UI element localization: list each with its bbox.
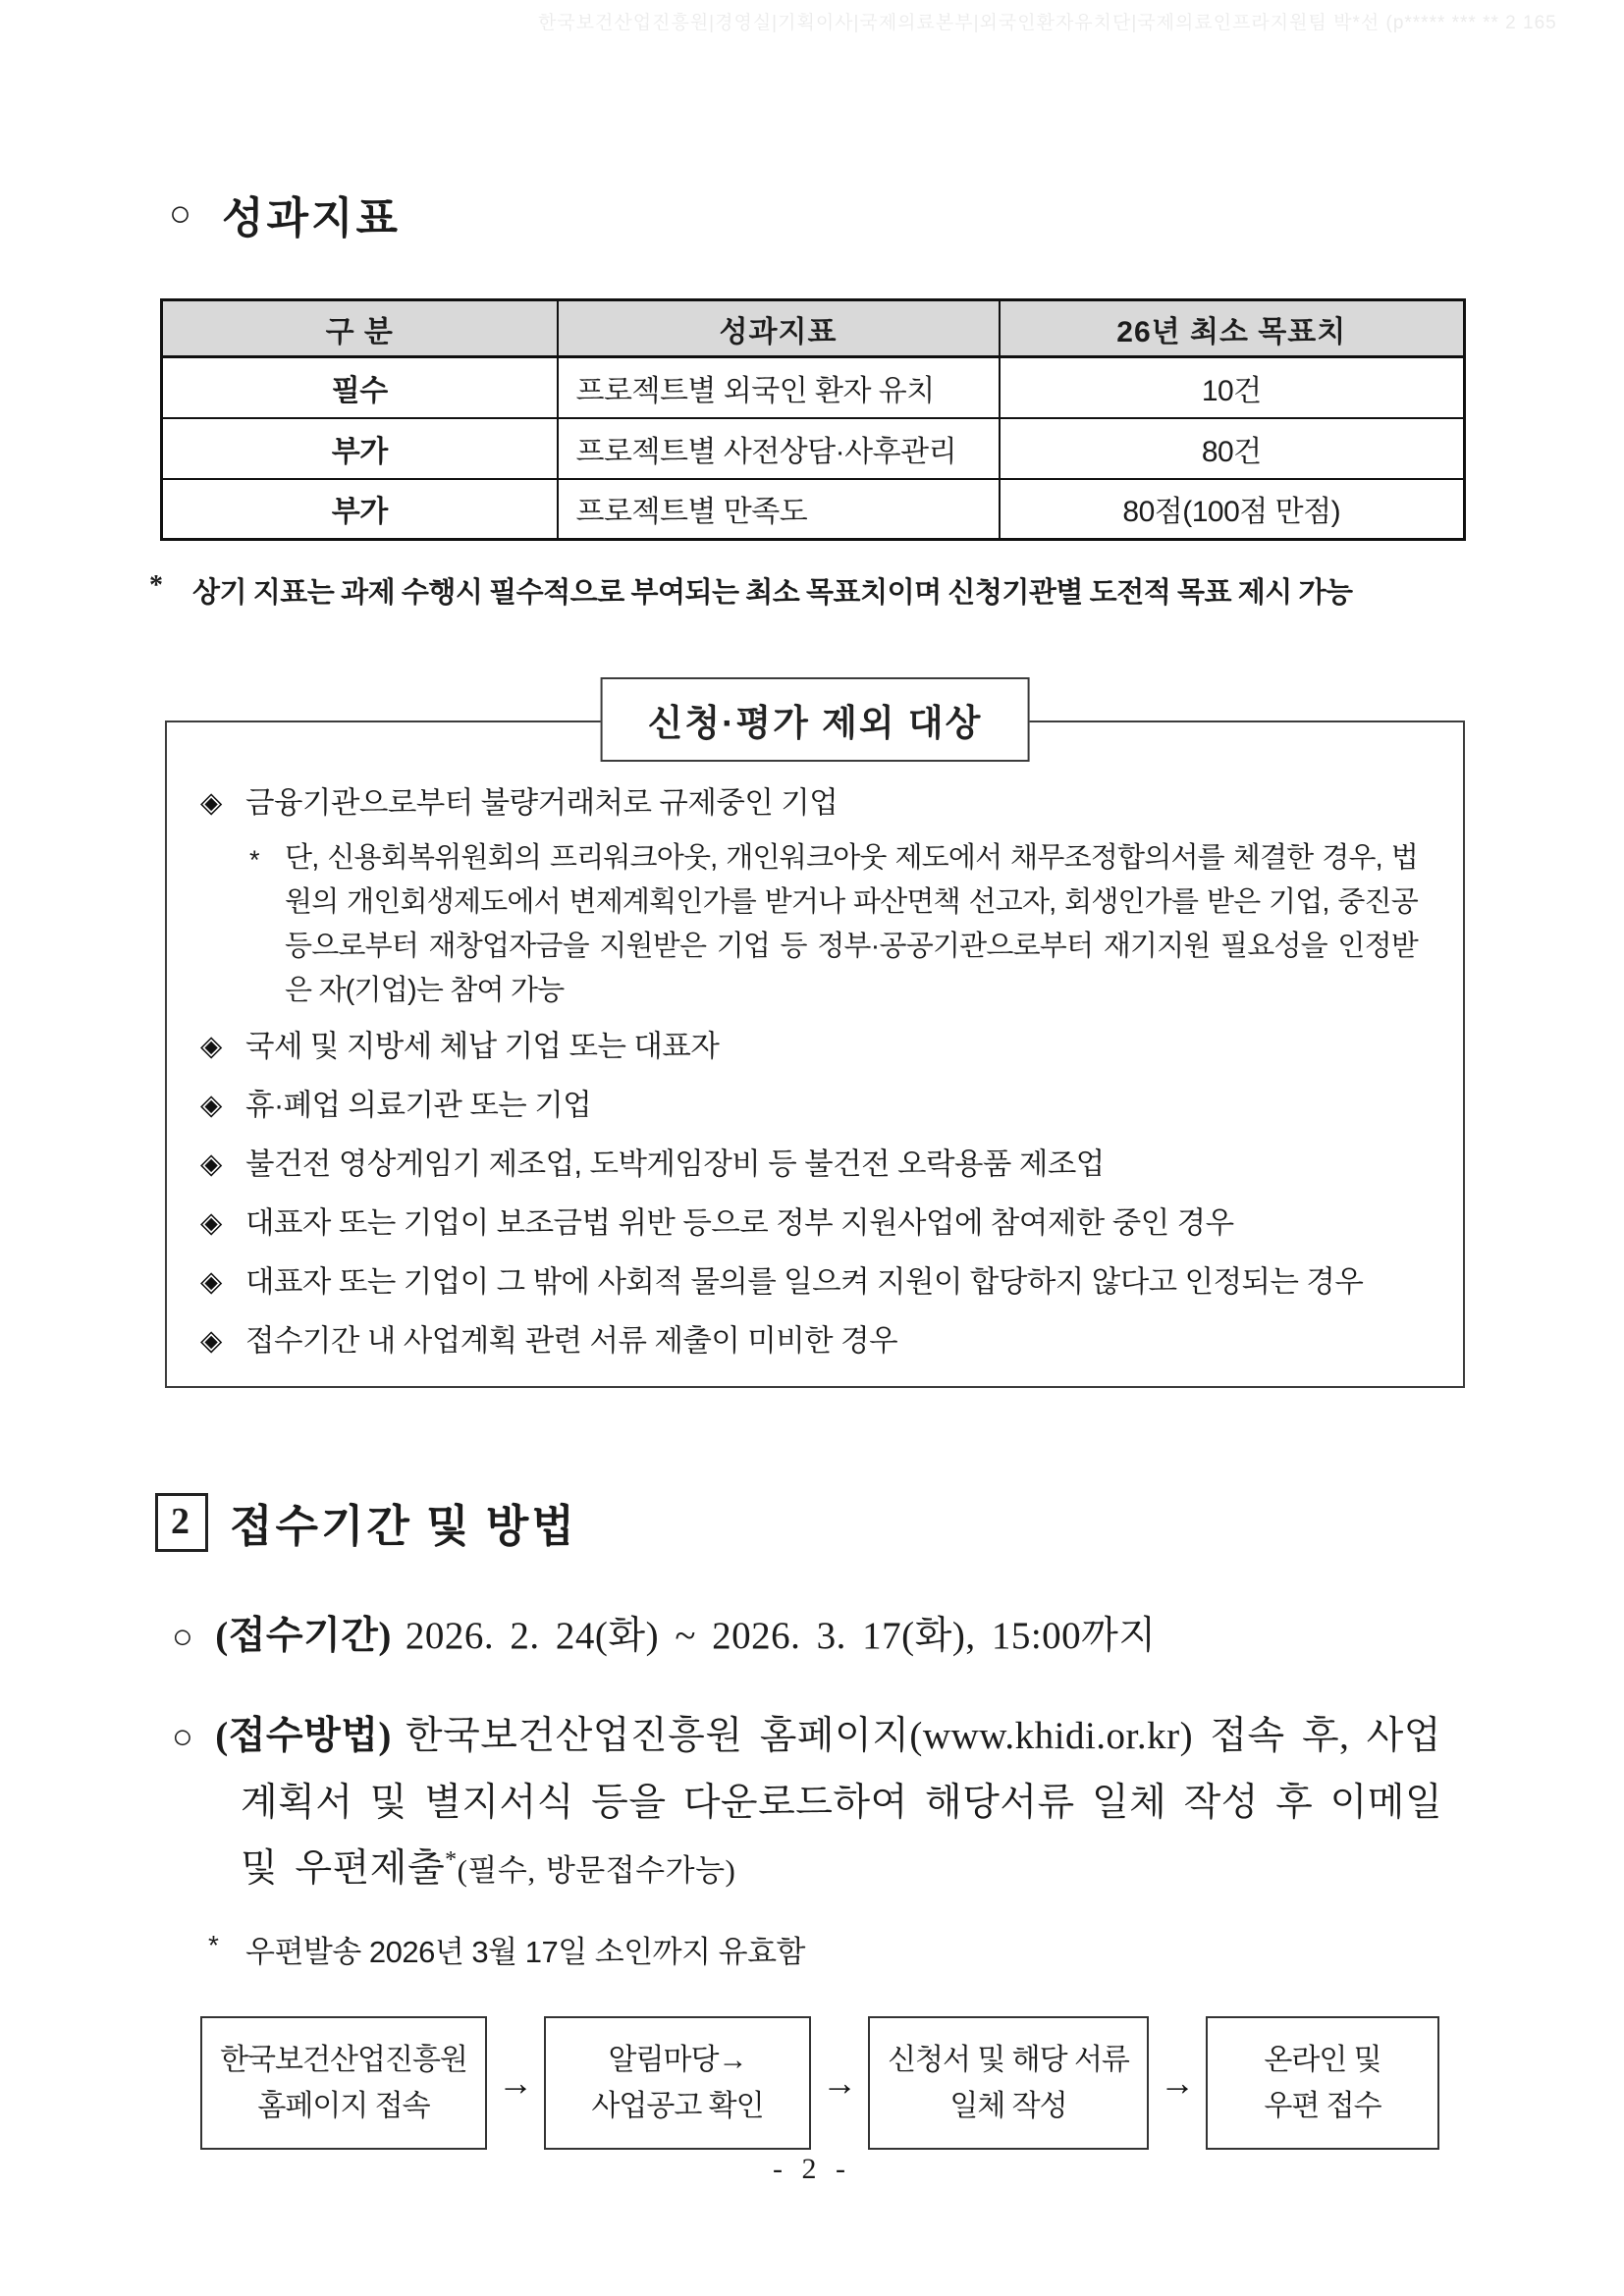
asterisk-marker: *	[149, 570, 163, 601]
section2-number-box: 2	[155, 1493, 208, 1552]
exclusion-item-text: 접수기간 내 사업계획 관련 서류 제출이 미비한 경우	[245, 1324, 898, 1358]
right-arrow-icon: →	[1160, 2062, 1195, 2103]
diamond-bullet-icon: ◈	[200, 787, 222, 819]
method-paren-text: (필수, 방문접수가능)	[457, 1853, 736, 1888]
flow-step-notice	[544, 2016, 811, 2150]
exclusion-item-text: 국세 및 지방세 체납 기업 또는 대표자	[245, 1030, 720, 1063]
flow-step-line: 신청서 및 해당 서류	[888, 2044, 1129, 2076]
table-row	[162, 479, 1465, 540]
diamond-bullet-icon: ◈	[200, 1148, 222, 1180]
flow-step-documents	[868, 2016, 1149, 2150]
exclusion-item	[200, 1262, 1434, 1302]
method-line1: 한국보건산업진흥원 홈페이지(www.khidi.or.kr) 접속 후, 사업	[405, 1715, 1441, 1757]
cell-indicator: 프로젝트별 만족도	[558, 479, 1000, 540]
header-watermark: 한국보건산업진흥원|경영실|기획이사|국제의료본부|외국인환자유치단|국제의료인프라지원팀 박*선 (p***** *** ** 2 165	[538, 13, 1557, 33]
header-category: 구 분	[162, 300, 558, 357]
table-note	[149, 570, 1485, 611]
flow-step-line: 사업공고 확인	[591, 2090, 764, 2122]
cell-target: 80점(100점 만점)	[1000, 479, 1465, 540]
flow-step-line: 알림마당→	[608, 2044, 747, 2076]
table-note-text: 상기 지표는 과제 수행시 필수적으로 부여되는 최소 목표치이며 신청기관별 도전적 목표 제시 가능	[192, 577, 1353, 609]
page-number: - 2 -	[773, 2153, 851, 2185]
section1-title: 성과지표	[221, 194, 401, 242]
cell-indicator: 프로젝트별 사전상담·사후관리	[558, 418, 1000, 479]
diamond-bullet-icon: ◈	[200, 1207, 222, 1239]
footnote-asterisk: *	[445, 1847, 458, 1873]
period-text: 2026. 2. 24(화) ~ 2026. 3. 17(화), 15:00까지	[405, 1615, 1157, 1657]
flow-step-line: 한국보건산업진흥원	[220, 2044, 467, 2076]
exclusion-item	[200, 1203, 1434, 1243]
right-arrow-icon: →	[822, 2062, 857, 2103]
application-period-line	[172, 1605, 1624, 1660]
exclusion-subnote-text: 단, 신용회복위원회의 프리워크아웃, 개인워크아웃 제도에서 채무조정합의서를 체결한 경우, 법원의 개인회생제도에서 변제계획인가를 받거나 파산면책 선고자, 회생인가를 받은 기업, 중진공 등으로부터 재창업자금을 지원받은 기업 등 정부·공공기관으로부터 재기지원 필요성을 인정받은 자(기업)는 참여 가능	[285, 842, 1418, 1006]
asterisk-marker: *	[249, 845, 259, 875]
exclusion-box	[165, 703, 1465, 1388]
flow-step-line: 온라인 및	[1264, 2044, 1381, 2076]
circle-bullet-icon: ○	[172, 1617, 194, 1656]
application-method-paragraph	[172, 1703, 1478, 1903]
method-label: (접수방법)	[215, 1715, 392, 1757]
exclusion-box-title: 신청·평가 제외 대상	[601, 677, 1030, 762]
section2-title: 접수기간 및 방법	[230, 1502, 577, 1551]
cell-category: 부가	[162, 418, 558, 479]
exclusion-item-text: 금융기관으로부터 불량거래처로 규제중인 기업	[245, 786, 839, 820]
table-row	[162, 418, 1465, 479]
flow-step-line: 홈페이지 접속	[257, 2090, 430, 2122]
mail-note-text: 우편발송 2026년 3월 17일 소인까지 유효함	[245, 1935, 805, 1969]
cell-target: 80건	[1000, 418, 1465, 479]
flow-step-website	[200, 2016, 487, 2150]
right-arrow-icon: →	[498, 2062, 533, 2103]
exclusion-item-text: 대표자 또는 기업이 그 밖에 사회적 물의를 일으켜 지원이 합당하지 않다고 인정되는 경우	[245, 1265, 1364, 1299]
application-process-flow	[200, 2016, 1624, 2150]
method-line2: 계획서 및 별지서식 등을 다운로드하여 해당서류 일체 작성 후 이메일	[241, 1782, 1443, 1824]
flow-step-line: 일체 작성	[949, 2090, 1067, 2122]
circle-bullet-icon: ○	[172, 1717, 194, 1756]
exclusion-subnote	[249, 836, 1418, 1013]
flow-step-line: 우편 접수	[1264, 2090, 1381, 2122]
section2-heading	[155, 1490, 1624, 1554]
exclusion-item-text: 대표자 또는 기업이 보조금법 위반 등으로 정부 지원사업에 참여제한 중인 경우	[245, 1206, 1234, 1240]
header-indicator: 성과지표	[558, 300, 1000, 357]
diamond-bullet-icon: ◈	[200, 1325, 222, 1357]
diamond-bullet-icon: ◈	[200, 1266, 222, 1298]
flow-step-submit	[1206, 2016, 1439, 2150]
cell-target: 10건	[1000, 357, 1465, 418]
cell-category: 필수	[162, 357, 558, 418]
header-target: 26년 최소 목표치	[1000, 300, 1465, 357]
section1-heading	[169, 183, 1624, 245]
cell-category: 부가	[162, 479, 558, 540]
exclusion-item	[200, 1086, 1434, 1125]
method-line3: 및 우편제출	[241, 1847, 446, 1890]
exclusion-item-text: 불건전 영상게임기 제조업, 도박게임장비 등 불건전 오락용품 제조업	[245, 1148, 1105, 1181]
exclusion-item	[200, 1145, 1434, 1184]
exclusion-item	[200, 1321, 1434, 1361]
cell-indicator: 프로젝트별 외국인 환자 유치	[558, 357, 1000, 418]
circle-bullet-icon: ○	[169, 193, 194, 235]
diamond-bullet-icon: ◈	[200, 1031, 222, 1062]
exclusion-item-text: 휴·폐업 의료기관 또는 기업	[245, 1089, 592, 1122]
period-label: (접수기간)	[215, 1615, 392, 1657]
table-header-row	[162, 300, 1465, 357]
mail-deadline-note	[208, 1927, 1624, 1971]
exclusion-item	[200, 783, 1434, 823]
table-row	[162, 357, 1465, 418]
exclusion-item	[200, 1027, 1434, 1066]
kpi-table	[160, 298, 1466, 541]
asterisk-marker: *	[208, 1930, 219, 1960]
diamond-bullet-icon: ◈	[200, 1090, 222, 1121]
